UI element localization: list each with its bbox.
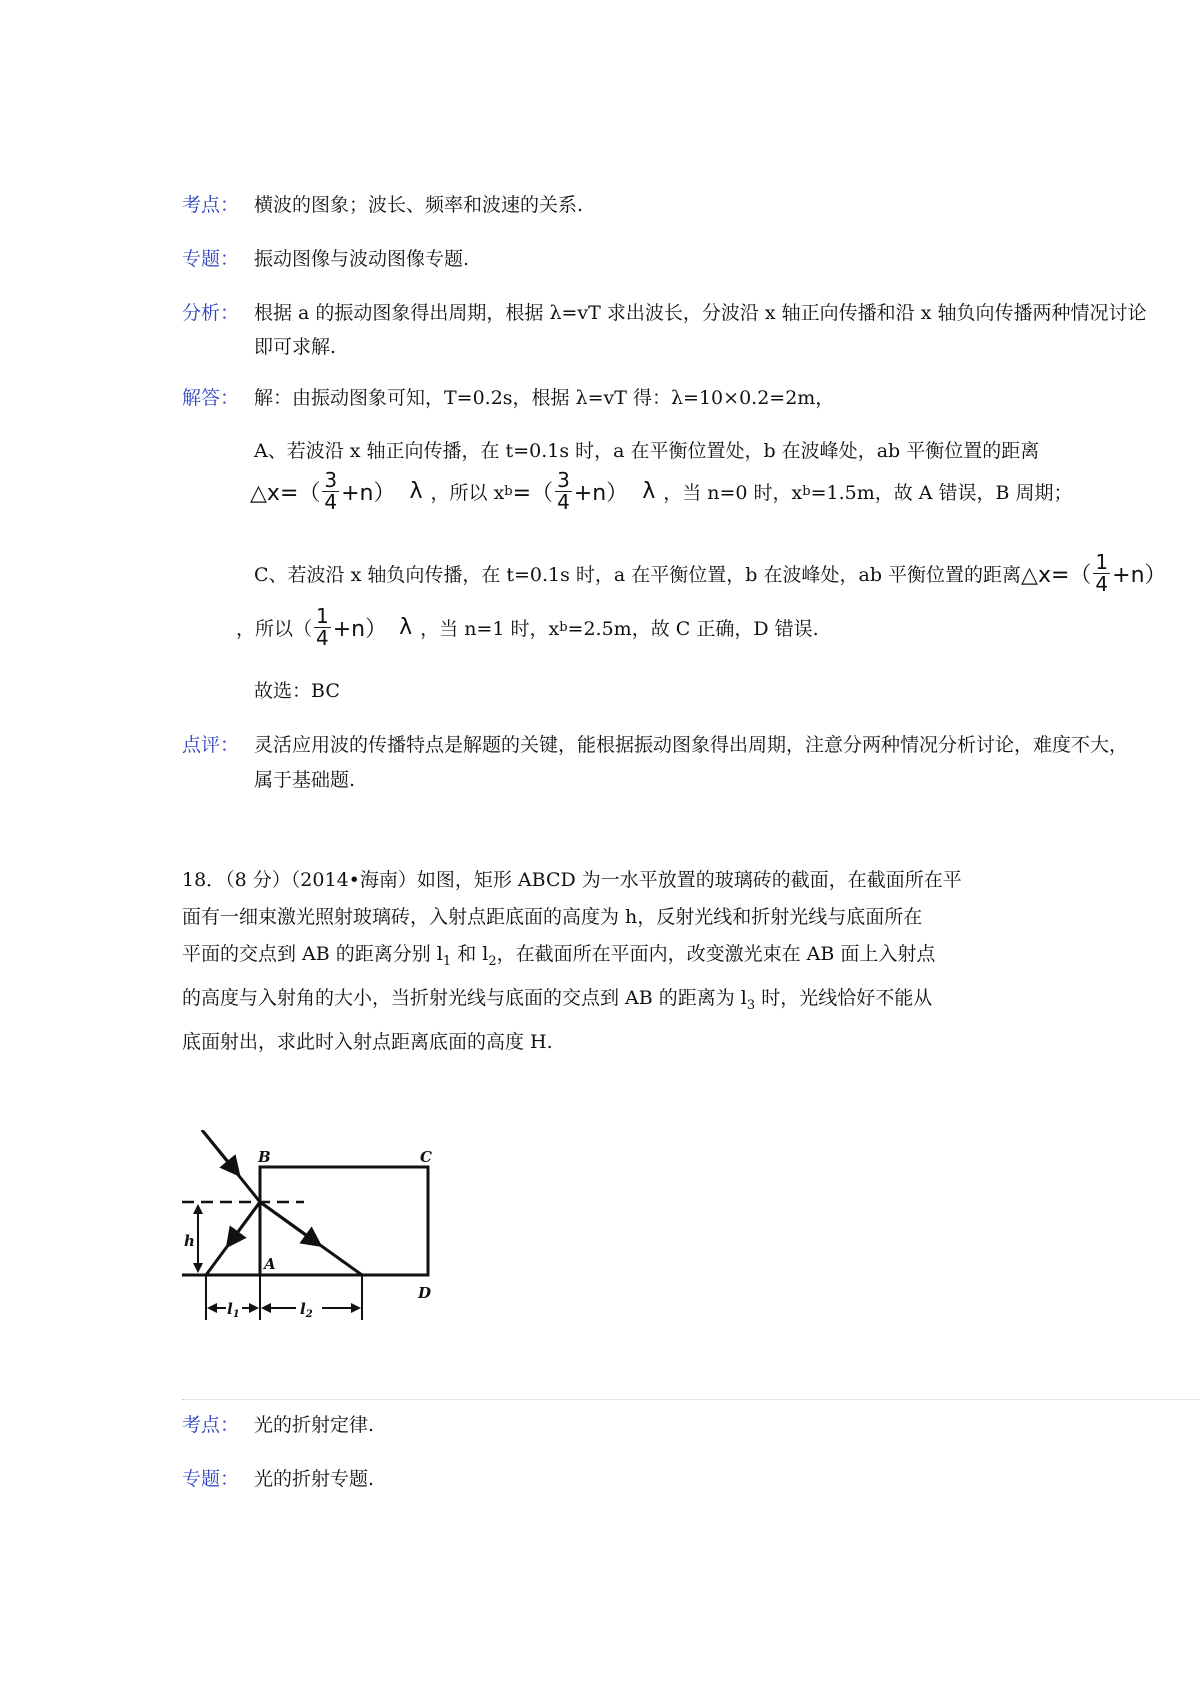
zhuanti-label-2: 专题： [182, 1468, 240, 1490]
label-C: C [420, 1148, 432, 1166]
section-divider [182, 1399, 1200, 1400]
fraction-3-4-b: $\frac{3}{4}$ [557, 468, 570, 514]
kaodian-row-2 [182, 1410, 1200, 1437]
jieda-row [182, 383, 1200, 410]
glass-brick-diagram [182, 1130, 482, 1330]
zhuanti-text-2: 光的折射专题. [254, 1468, 375, 1490]
dianping-row [182, 730, 1200, 757]
answer-line: 故选：BC [254, 680, 340, 702]
kaodian-label-2: 考点： [182, 1414, 240, 1436]
kaodian-text-2: 光的折射定律. [254, 1414, 375, 1436]
fraction-3-4-a: $\frac{3}{4}$ [324, 468, 338, 514]
dianping-line-1: 灵活应用波的传播特点是解题的关键，能根据振动图象得出周期，注意分两种情况分析讨论，难度不大， [254, 734, 1129, 756]
fenxi-label: 分析： [182, 302, 240, 324]
fraction-1-4-a: $\frac{1}{4}$ [1095, 550, 1109, 596]
zhuanti-row-2 [182, 1464, 1200, 1491]
kaodian-row-1 [182, 190, 1200, 217]
label-A: A [264, 1255, 276, 1273]
dianping-label: 点评： [182, 734, 240, 756]
fenxi-line-2: 即可求解. [254, 336, 337, 358]
jieda-a-line-2: △x=（ $\frac{3}{4}$ +n） λ ，所以 x b =（ $\frac{3}{4}$ +n） λ ，当 n=0 时，x b =1.5m，故 A 错误，B 周期； [250, 468, 1073, 514]
jieda-line-1: 解：由振动图象可知，T=0.2s，根据 λ=vT 得：λ=10×0.2=2m， [254, 387, 835, 409]
jieda-label: 解答： [182, 387, 240, 409]
fenxi-line-1: 根据 a 的振动图象得出周期，根据 λ=vT 求出波长，分波沿 x 轴正向传播和沿 x 轴负向传播两种情况讨论 [254, 302, 1147, 324]
label-l1: $l_1$ [227, 1300, 240, 1320]
zhuanti-label: 专题： [182, 248, 240, 270]
zhuanti-row-1 [182, 244, 1200, 271]
fenxi-row [182, 298, 1200, 325]
kaodian-label: 考点： [182, 194, 240, 216]
delta-x-a: △x=（ [250, 481, 321, 506]
zhuanti-text: 振动图像与波动图像专题. [254, 248, 470, 270]
dianping-line-2: 属于基础题. [254, 769, 356, 791]
fraction-1-4-b: $\frac{1}{4}$ [316, 604, 329, 650]
jieda-a-line-1: A、若波沿 x 轴正向传播，在 t=0.1s 时，a 在平衡位置处，b 在波峰处，ab 平衡位置的距离 [254, 440, 1040, 462]
jieda-c-line-2: ，所以（ $\frac{1}{4}$ +n） λ ，当 n=1 时，x b =2.5m，故 C 正确，D 错误. [236, 604, 819, 650]
label-D: D [418, 1284, 432, 1302]
question-18-text: 18．（8 分）（2014•海南）如图，矩形 ABCD 为一水平放置的玻璃砖的截面，在截面所在平 面有一细束激光照射玻璃砖，入射点距底面的高度为 h，反射光线和折射光线与底面所在 平面的交点到 AB 的距离分别 $l_1$ 和 $l_2$，在截面所在平面内，改变激光束在 AB 面上入射点 的高度与入射角的大小，当折射光线与底面的交点到 AB 的距离为 $l_3$ 时，光线恰好不能从 底面射出，求此时入射点距离底面的高度 H. [182, 869, 962, 1053]
jieda-c-line-1: C、若波沿 x 轴负向传播，在 t=0.1s 时，a 在平衡位置，b 在波峰处，ab 平衡位置的距离 △x=（ $\frac{1}{4}$ +n） [254, 550, 1167, 596]
label-l2: $l_2$ [300, 1300, 313, 1320]
kaodian-text: 横波的图象；波长、频率和波速的关系. [254, 194, 584, 216]
delta-x-c: △x=（ [1021, 563, 1092, 588]
label-h: h [184, 1232, 195, 1250]
label-B: B [258, 1148, 271, 1166]
